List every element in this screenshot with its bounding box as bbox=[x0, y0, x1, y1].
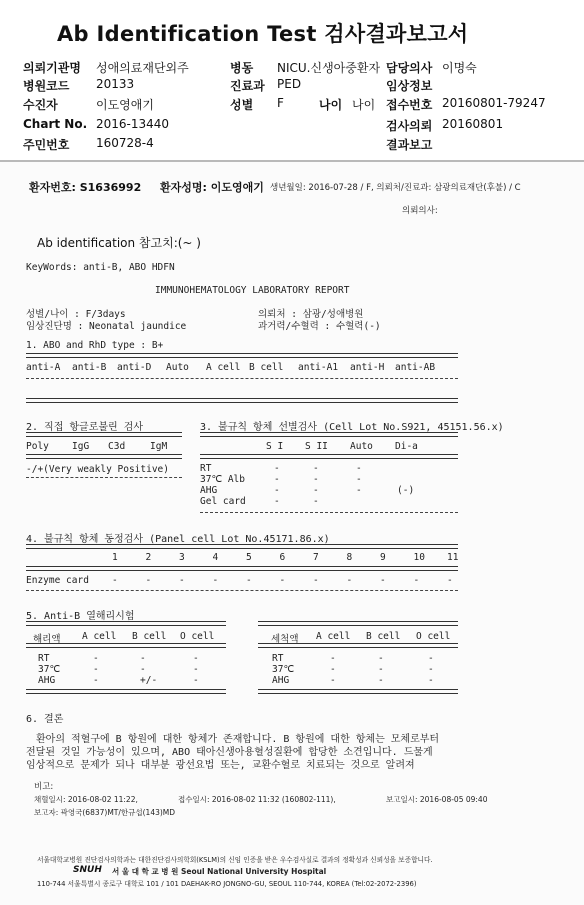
section4-cell: - bbox=[279, 575, 286, 586]
header-mid-value: NICU.신생아중환자 bbox=[277, 61, 381, 75]
collect-date: 채혈일시: 2016-08-02 11:22, bbox=[34, 795, 138, 804]
section3-row-label: RT bbox=[200, 463, 212, 474]
section3-title: 3. 불규칙 항체 선별검사 (Cell Lot No.S921, 45151.56.x) bbox=[200, 422, 504, 433]
section1-rule-bottom bbox=[26, 378, 458, 379]
section1-column: Auto bbox=[166, 362, 189, 373]
section5-right-rule-mid bbox=[258, 643, 458, 648]
section5-left-row-label: 37℃ bbox=[38, 664, 61, 675]
reporter: 보고자: 곽영국(6837)MT/한규섭(143)MD bbox=[34, 808, 176, 817]
age-value: 나이 bbox=[352, 98, 376, 112]
section5-right-column: A cell bbox=[316, 631, 351, 642]
section5-right-column: 세척액 bbox=[271, 634, 299, 645]
section1-title: 1. ABO and RhD type : B+ bbox=[26, 340, 164, 351]
section3-column: Auto bbox=[350, 441, 373, 452]
report-date: 보고일시: 2016-08-05 09:40 bbox=[386, 795, 488, 804]
section3-column: Di-a bbox=[395, 441, 418, 452]
section5-left-column: O cell bbox=[180, 631, 215, 642]
section5-left-row-label: AHG bbox=[38, 675, 56, 686]
section4-column: 2 bbox=[145, 552, 152, 563]
header-left-value: 2016-13440 bbox=[96, 117, 170, 131]
header-mid-label: 진료과 bbox=[230, 79, 265, 93]
section4-column: 6 bbox=[279, 552, 286, 563]
section4-cell: - bbox=[246, 575, 252, 586]
section2-column: IgG bbox=[72, 441, 90, 452]
section5-right-cell: - bbox=[330, 653, 336, 664]
header-right-value: 이명숙 bbox=[442, 61, 477, 75]
section5-right-row-label: RT bbox=[272, 653, 284, 664]
section3-rule-bottom bbox=[200, 512, 458, 513]
section5-left-row-label: RT bbox=[38, 653, 50, 664]
section3-row-label: AHG bbox=[200, 485, 218, 496]
section5-right-column: O cell bbox=[416, 631, 451, 642]
sex-age: 성별/나이 : F/3days bbox=[26, 309, 126, 320]
section5-right-cell: - bbox=[378, 675, 384, 686]
section6-title: 6. 결론 bbox=[26, 714, 64, 725]
section3-cell: - bbox=[274, 463, 280, 474]
section4-column: 3 bbox=[179, 552, 185, 563]
section2-column: IgM bbox=[150, 441, 168, 452]
header-mid-value: F bbox=[277, 96, 284, 110]
section1-column: anti-B bbox=[72, 362, 107, 373]
age-label: 나이 bbox=[319, 98, 343, 112]
section1-end-rule bbox=[26, 398, 458, 403]
section1-column: B cell bbox=[249, 362, 284, 373]
section1-column: anti-AB bbox=[395, 362, 436, 373]
header-mid-label: 성별 bbox=[230, 98, 254, 112]
patient-number: 환자번호: S1636992 bbox=[29, 181, 142, 194]
section4-cell: - bbox=[380, 575, 386, 586]
section3-cell: - bbox=[313, 463, 319, 474]
header-left-label: 의뢰기관명 bbox=[23, 61, 81, 75]
conclusion-line-1: 환아의 적혈구에 B 항원에 대한 항체가 존재합니다. B 항원에 대한 항체는 모체로부터 bbox=[36, 734, 440, 745]
section2-column: Poly bbox=[26, 441, 49, 452]
section1-column: anti-A bbox=[26, 362, 61, 373]
section3-column: S I bbox=[266, 441, 284, 452]
section5-title: 5. Anti-B 열해리시험 bbox=[26, 611, 135, 622]
section4-column: 1 bbox=[112, 552, 118, 563]
header-left-label: 주민번호 bbox=[23, 138, 70, 152]
section3-column: S II bbox=[305, 441, 328, 452]
section5-right-rule-bottom bbox=[258, 689, 458, 694]
section5-right-cell: - bbox=[330, 664, 336, 675]
header-left-label: 수진자 bbox=[23, 98, 58, 112]
conclusion-line-2: 전달된 것일 가능성이 있으며, ABO 태아신생아용혈성질환에 합당한 소견입니다. 드물게 bbox=[26, 747, 433, 758]
section4-column: 10 bbox=[413, 552, 425, 563]
header-right-label: 임상정보 bbox=[386, 79, 433, 93]
section4-cell: - bbox=[346, 575, 353, 586]
footer-address: 110-744 서울특별시 종로구 대학로 101 / 101 DAEHAK-RO JONGNO-GU, SEOUL 110-744, KOREA (Tel:02-2072-2396) bbox=[37, 880, 417, 888]
header-right-value: 20160801-79247 bbox=[442, 96, 546, 110]
section4-column: 4 bbox=[212, 552, 219, 563]
header-right-label: 담당의사 bbox=[386, 61, 433, 75]
section2-rule-bottom bbox=[26, 477, 182, 478]
section4-rule-mid bbox=[26, 566, 458, 571]
section5-left-cell: - bbox=[93, 664, 99, 675]
section5-right-row-label: AHG bbox=[272, 675, 290, 686]
header-left-value: 160728-4 bbox=[96, 136, 154, 150]
section4-cell: - bbox=[112, 575, 118, 586]
header-left-value: 20133 bbox=[96, 77, 135, 91]
section5-left-cell: +/- bbox=[140, 675, 158, 686]
report-title: Ab Identification Test 검사결과보고서 bbox=[57, 22, 469, 46]
section5-right-column: B cell bbox=[366, 631, 401, 642]
keywords: KeyWords: anti-B, ABO HDFN bbox=[26, 262, 175, 273]
section4-rule-bottom bbox=[26, 590, 458, 591]
section2-rule-mid bbox=[26, 454, 182, 459]
section3-cell: - bbox=[274, 496, 280, 507]
section3-row-label: Gel card bbox=[200, 496, 246, 507]
section3-cell: - bbox=[313, 474, 319, 485]
remarks-label: 비고: bbox=[34, 782, 54, 792]
snuh-logo: SNUH bbox=[73, 865, 102, 875]
section5-left-rule-mid bbox=[26, 643, 226, 648]
section3-cell: - bbox=[356, 463, 362, 474]
section5-left-rule-bottom bbox=[26, 689, 226, 694]
section3-cell: - bbox=[274, 485, 280, 496]
section3-cell: - bbox=[356, 485, 362, 496]
section5-left-cell: - bbox=[93, 675, 99, 686]
section4-row-label: Enzyme card bbox=[26, 575, 89, 586]
section5-left-column: B cell bbox=[132, 631, 167, 642]
section2-title: 2. 직접 항글로불린 검사 bbox=[26, 422, 144, 433]
footer-hospital-name: 서 울 대 학 교 병 원 Seoul National University Hospital bbox=[112, 867, 327, 876]
section4-rule bbox=[26, 544, 458, 549]
section3-cell: - bbox=[313, 485, 319, 496]
section5-left-cell: - bbox=[140, 653, 146, 664]
section4-column: 8 bbox=[346, 552, 353, 563]
section4-title: 4. 불규칙 항체 동정검사 (Panel cell Lot No.45171.86.x) bbox=[26, 534, 330, 545]
section4-cell: - bbox=[447, 575, 453, 586]
patient-info: 생년월일: 2016-07-28 / F, 의뢰처/진료과: 삼광의료재단(후불) / C bbox=[270, 183, 521, 193]
section1-column: anti-A1 bbox=[298, 362, 339, 373]
receive-date: 접수일시: 2016-08-02 11:32 (160802-111), bbox=[178, 795, 336, 804]
section2-column: C3d bbox=[108, 441, 126, 452]
section1-column: anti-H bbox=[350, 362, 385, 373]
section4-cell: - bbox=[145, 575, 152, 586]
physician-label: 의뢰의사: bbox=[402, 206, 438, 216]
header-left-value: 이도영애기 bbox=[96, 98, 154, 112]
header-mid-value: PED bbox=[277, 77, 302, 91]
diagnosis: 임상진단명 : Neonatal jaundice bbox=[26, 321, 187, 332]
section3-rule bbox=[200, 432, 458, 437]
section2-rule bbox=[26, 432, 182, 437]
conclusion-line-3: 임상적으로 문제가 되나 대부분 광선요법 또는, 교환수혈로 치료되는 것으로 알려져 bbox=[26, 760, 415, 771]
section3-row-label: 37℃ Alb bbox=[200, 474, 245, 485]
section4-column: 11 bbox=[447, 552, 459, 563]
header-right-label: 결과보고 bbox=[386, 138, 433, 152]
section4-column: 5 bbox=[246, 552, 252, 563]
section1-column: anti-D bbox=[117, 362, 152, 373]
section4-cell: - bbox=[212, 575, 219, 586]
section5-right-cell: - bbox=[378, 664, 384, 675]
section4-cell: - bbox=[179, 575, 185, 586]
section1-column: A cell bbox=[206, 362, 241, 373]
header-right-label: 검사의뢰 bbox=[386, 119, 433, 133]
header-left-value: 성애의료재단외주 bbox=[96, 61, 189, 75]
section3-cell: - bbox=[274, 474, 280, 485]
section5-right-cell: - bbox=[330, 675, 336, 686]
section5-right-cell: - bbox=[378, 653, 384, 664]
section5-left-cell: - bbox=[193, 664, 199, 675]
section5-left-cell: - bbox=[140, 664, 146, 675]
reference-title: Ab identification 참고치:(~ ) bbox=[37, 236, 201, 250]
section3-cell: (-) bbox=[397, 485, 415, 496]
section1-rule bbox=[26, 353, 458, 358]
section5-left-column: 해리액 bbox=[33, 634, 61, 645]
header-mid-label: 병동 bbox=[230, 61, 254, 75]
section5-right-cell: - bbox=[428, 675, 434, 686]
section5-right-cell: - bbox=[428, 653, 434, 664]
section5-left-rule bbox=[26, 621, 226, 626]
section4-cell: - bbox=[413, 575, 420, 586]
institution: 의뢰처 : 삼광/성애병원 bbox=[258, 309, 364, 320]
section5-right-rule bbox=[258, 621, 458, 626]
section5-left-column: A cell bbox=[82, 631, 117, 642]
section5-left-cell: - bbox=[193, 653, 199, 664]
section4-cell: - bbox=[313, 575, 319, 586]
section2-result: -/+(Very weakly Positive) bbox=[26, 464, 169, 475]
history: 과거력/수혈력 : 수혈력(-) bbox=[258, 321, 381, 332]
patient-name: 환자성명: 이도영애기 bbox=[160, 181, 264, 194]
section5-left-cell: - bbox=[193, 675, 199, 686]
header-left-label: 병원코드 bbox=[23, 79, 70, 93]
section5-right-cell: - bbox=[428, 664, 434, 675]
section3-cell: - bbox=[356, 474, 362, 485]
section5-left-cell: - bbox=[93, 653, 99, 664]
header-left-label: Chart No. bbox=[23, 117, 88, 131]
lab-report-title: IMMUNOHEMATOLOGY LABORATORY REPORT bbox=[155, 285, 350, 296]
section3-rule-mid bbox=[200, 454, 458, 459]
section5-right-row-label: 37℃ bbox=[272, 664, 295, 675]
section3-cell: - bbox=[313, 496, 319, 507]
footer-certification: 서울대학교병원 진단검사의학과는 대한진단검사의학회(KSLM)의 신임 인증을 받은 우수검사실로 결과의 정확성과 신뢰성을 보증합니다. bbox=[37, 856, 433, 864]
section4-column: 7 bbox=[313, 552, 319, 563]
header-right-value: 20160801 bbox=[442, 117, 504, 131]
section4-column: 9 bbox=[380, 552, 386, 563]
header-right-label: 접수번호 bbox=[386, 98, 433, 112]
